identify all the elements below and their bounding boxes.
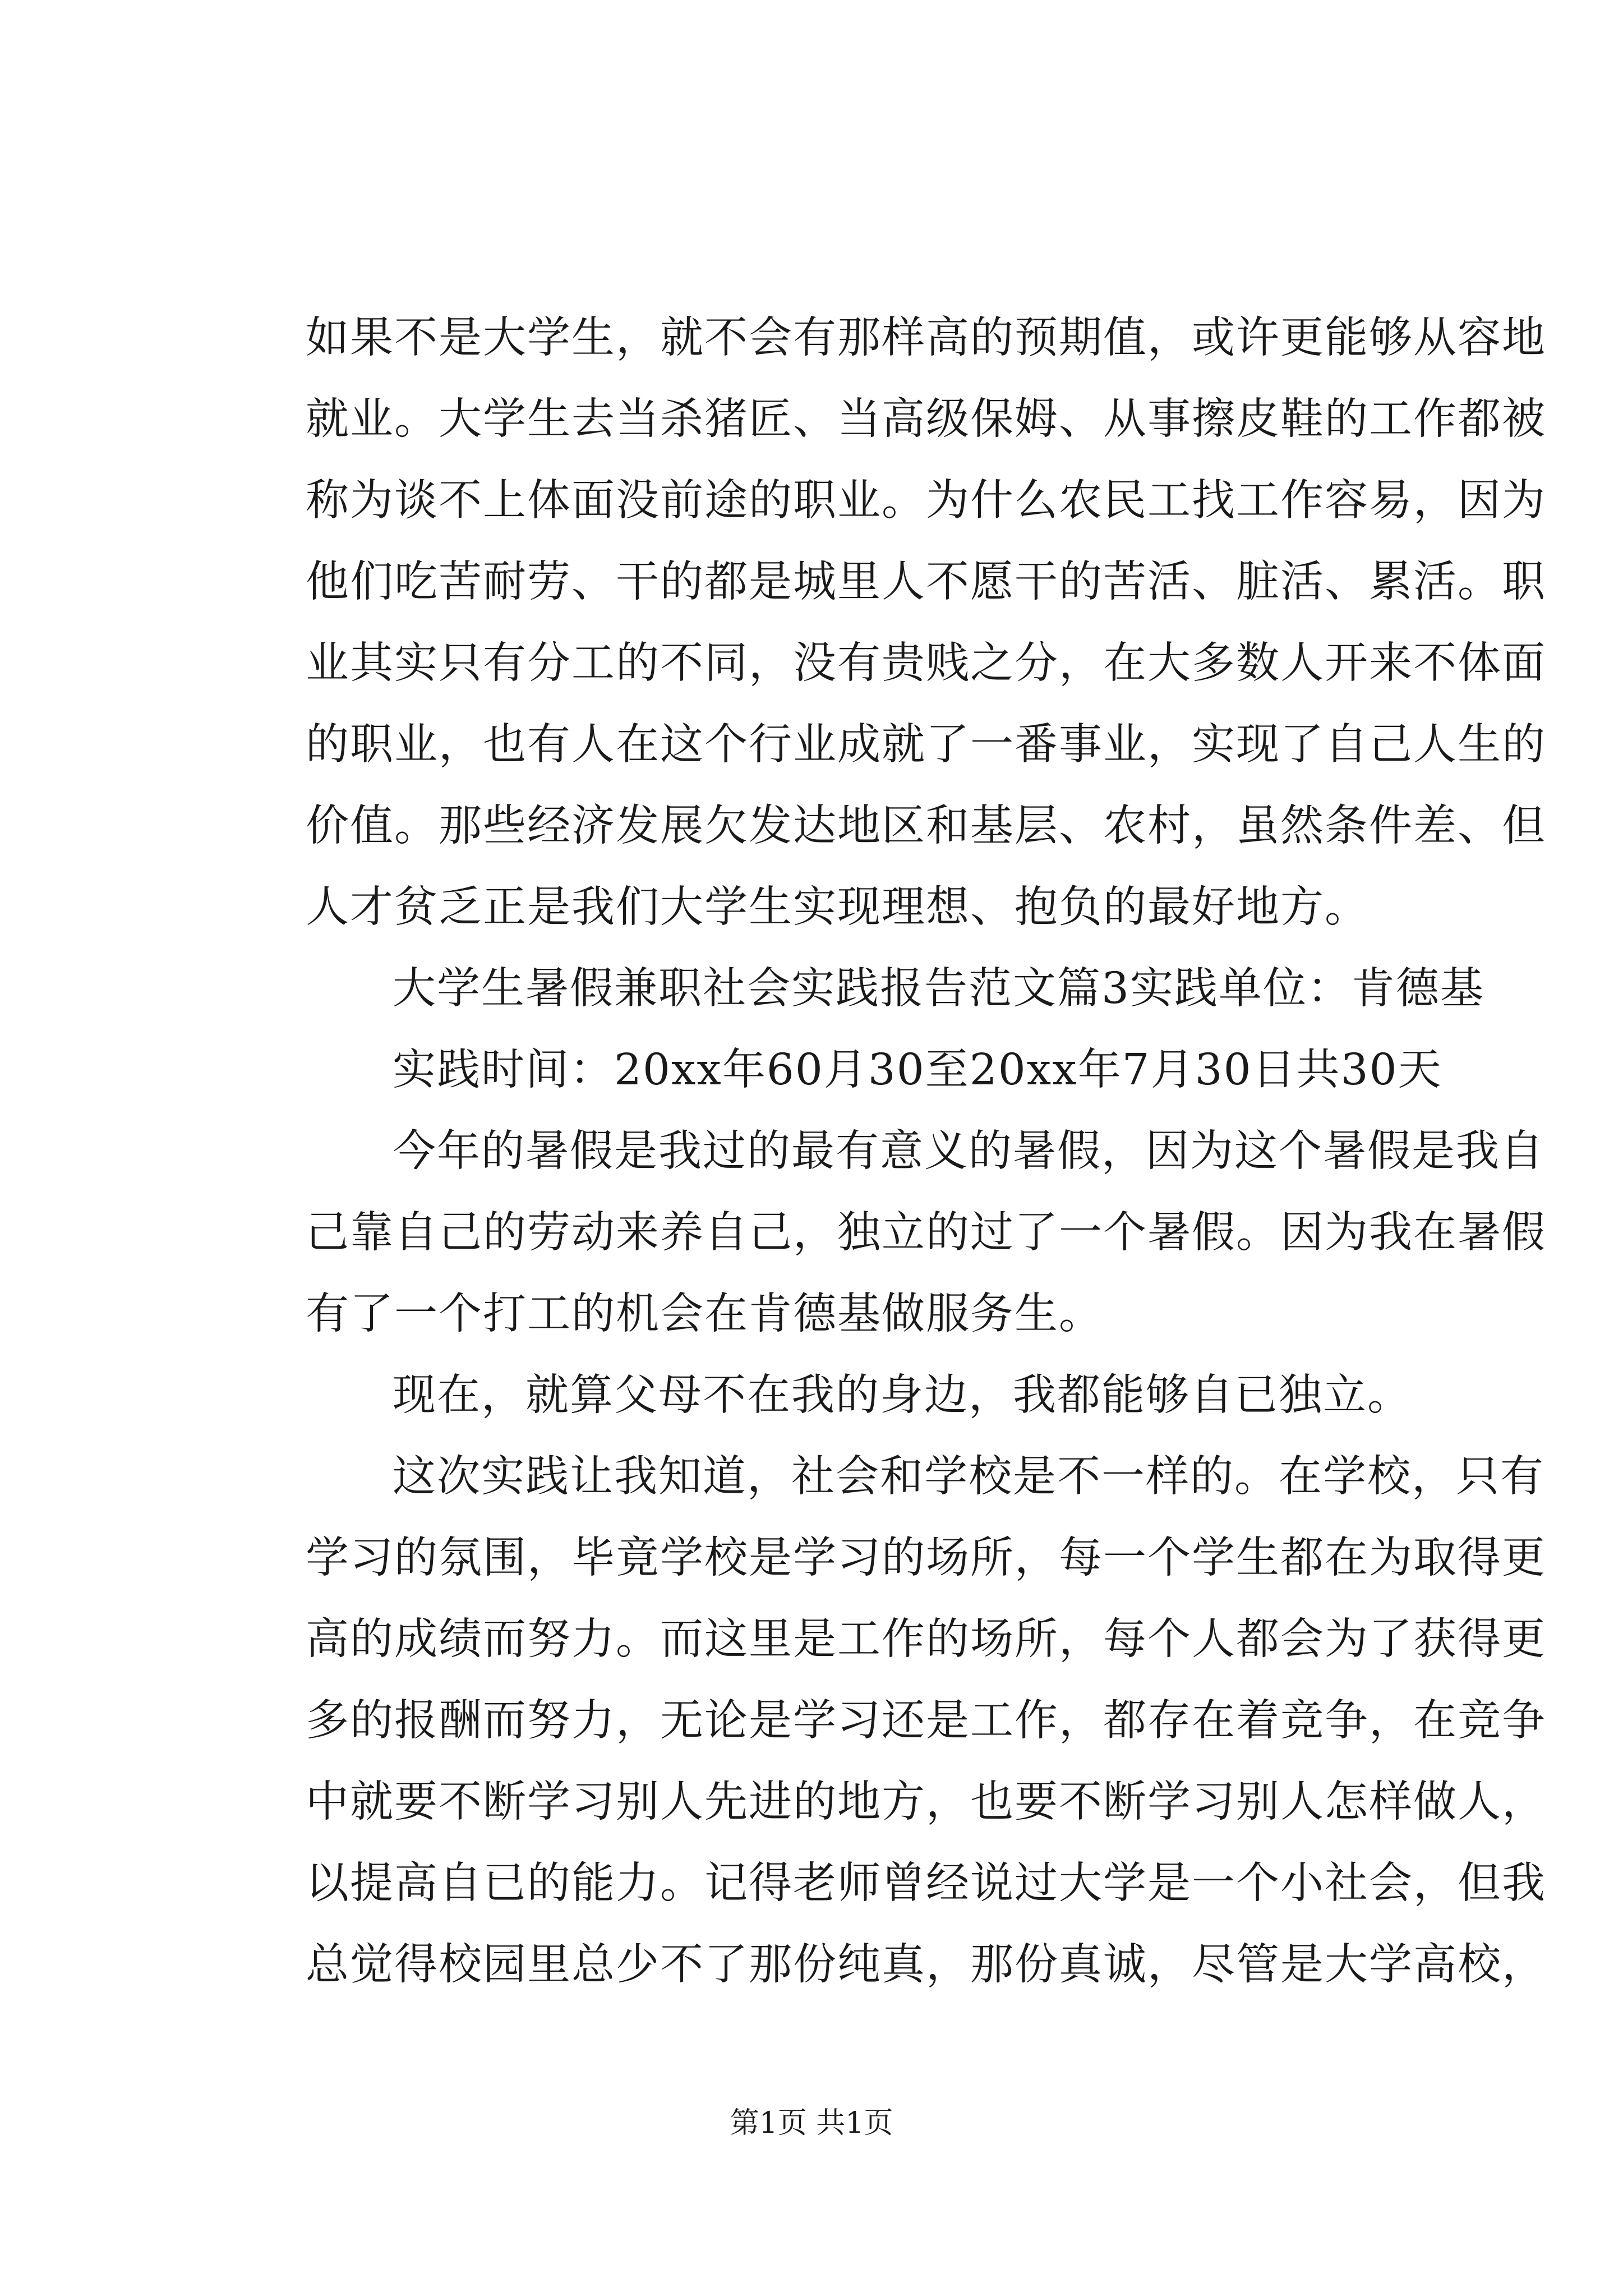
text-line: 多的报酬而努力，无论是学习还是工作，都存在着竞争，在竞争 — [306, 1696, 1546, 1746]
text-line: 大学生暑假兼职社会实践报告范文篇3实践单位：肯德基 — [393, 964, 1484, 1014]
text-line: 实践时间：20xx年60月30至20xx年7月30日共30天 — [393, 1045, 1442, 1095]
text-line: 现在，就算父母不在我的身边，我都能够自已独立。 — [393, 1370, 1412, 1420]
text-line: 高的成绩而努力。而这里是工作的场所，每个人都会为了获得更 — [306, 1614, 1546, 1664]
text-line: 称为谈不上体面没前途的职业。为什么农民工找工作容易，因为 — [306, 476, 1546, 526]
text-line: 价值。那些经济发展欠发达地区和基层、农村，虽然条件差、但 — [306, 801, 1546, 851]
text-line: 如果不是大学生，就不会有那样高的预期值，或许更能够从容地 — [306, 313, 1546, 363]
text-line: 就业。大学生去当杀猪匠、当高级保姆、从事擦皮鞋的工作都被 — [306, 394, 1546, 444]
document-body — [306, 297, 1546, 2005]
text-line: 学习的氛围，毕竟学校是学习的场所，每一个学生都在为取得更 — [306, 1533, 1546, 1583]
text-line: 他们吃苦耐劳、干的都是城里人不愿干的苦活、脏活、累活。职 — [306, 557, 1546, 607]
text-line: 这次实践让我知道，社会和学校是不一样的。在学校，只有 — [393, 1452, 1544, 1502]
text-line: 中就要不断学习别人先进的地方，也要不断学习别人怎样做人， — [306, 1777, 1546, 1827]
text-line: 今年的暑假是我过的最有意义的暑假，因为这个暑假是我自 — [393, 1126, 1544, 1176]
text-line: 己靠自己的劳动来养自己，独立的过了一个暑假。因为我在暑假 — [306, 1208, 1546, 1258]
text-line: 有了一个打工的机会在肯德基做服务生。 — [306, 1289, 1103, 1339]
text-line: 以提高自已的能力。记得老师曾经说过大学是一个小社会，但我 — [306, 1858, 1546, 1908]
text-line: 总觉得校园里总少不了那份纯真，那份真诚，尽管是大学高校， — [306, 1940, 1546, 1990]
text-line: 人才贫乏正是我们大学生实现理想、抱负的最好地方。 — [306, 882, 1369, 932]
text-line: 的职业，也有人在这个行业成就了一番事业，实现了自己人生的 — [306, 720, 1546, 770]
page-footer: 第1页 共1页 — [730, 2106, 893, 2140]
text-line: 业其实只有分工的不同，没有贵贱之分，在大多数人开来不体面 — [306, 638, 1546, 688]
